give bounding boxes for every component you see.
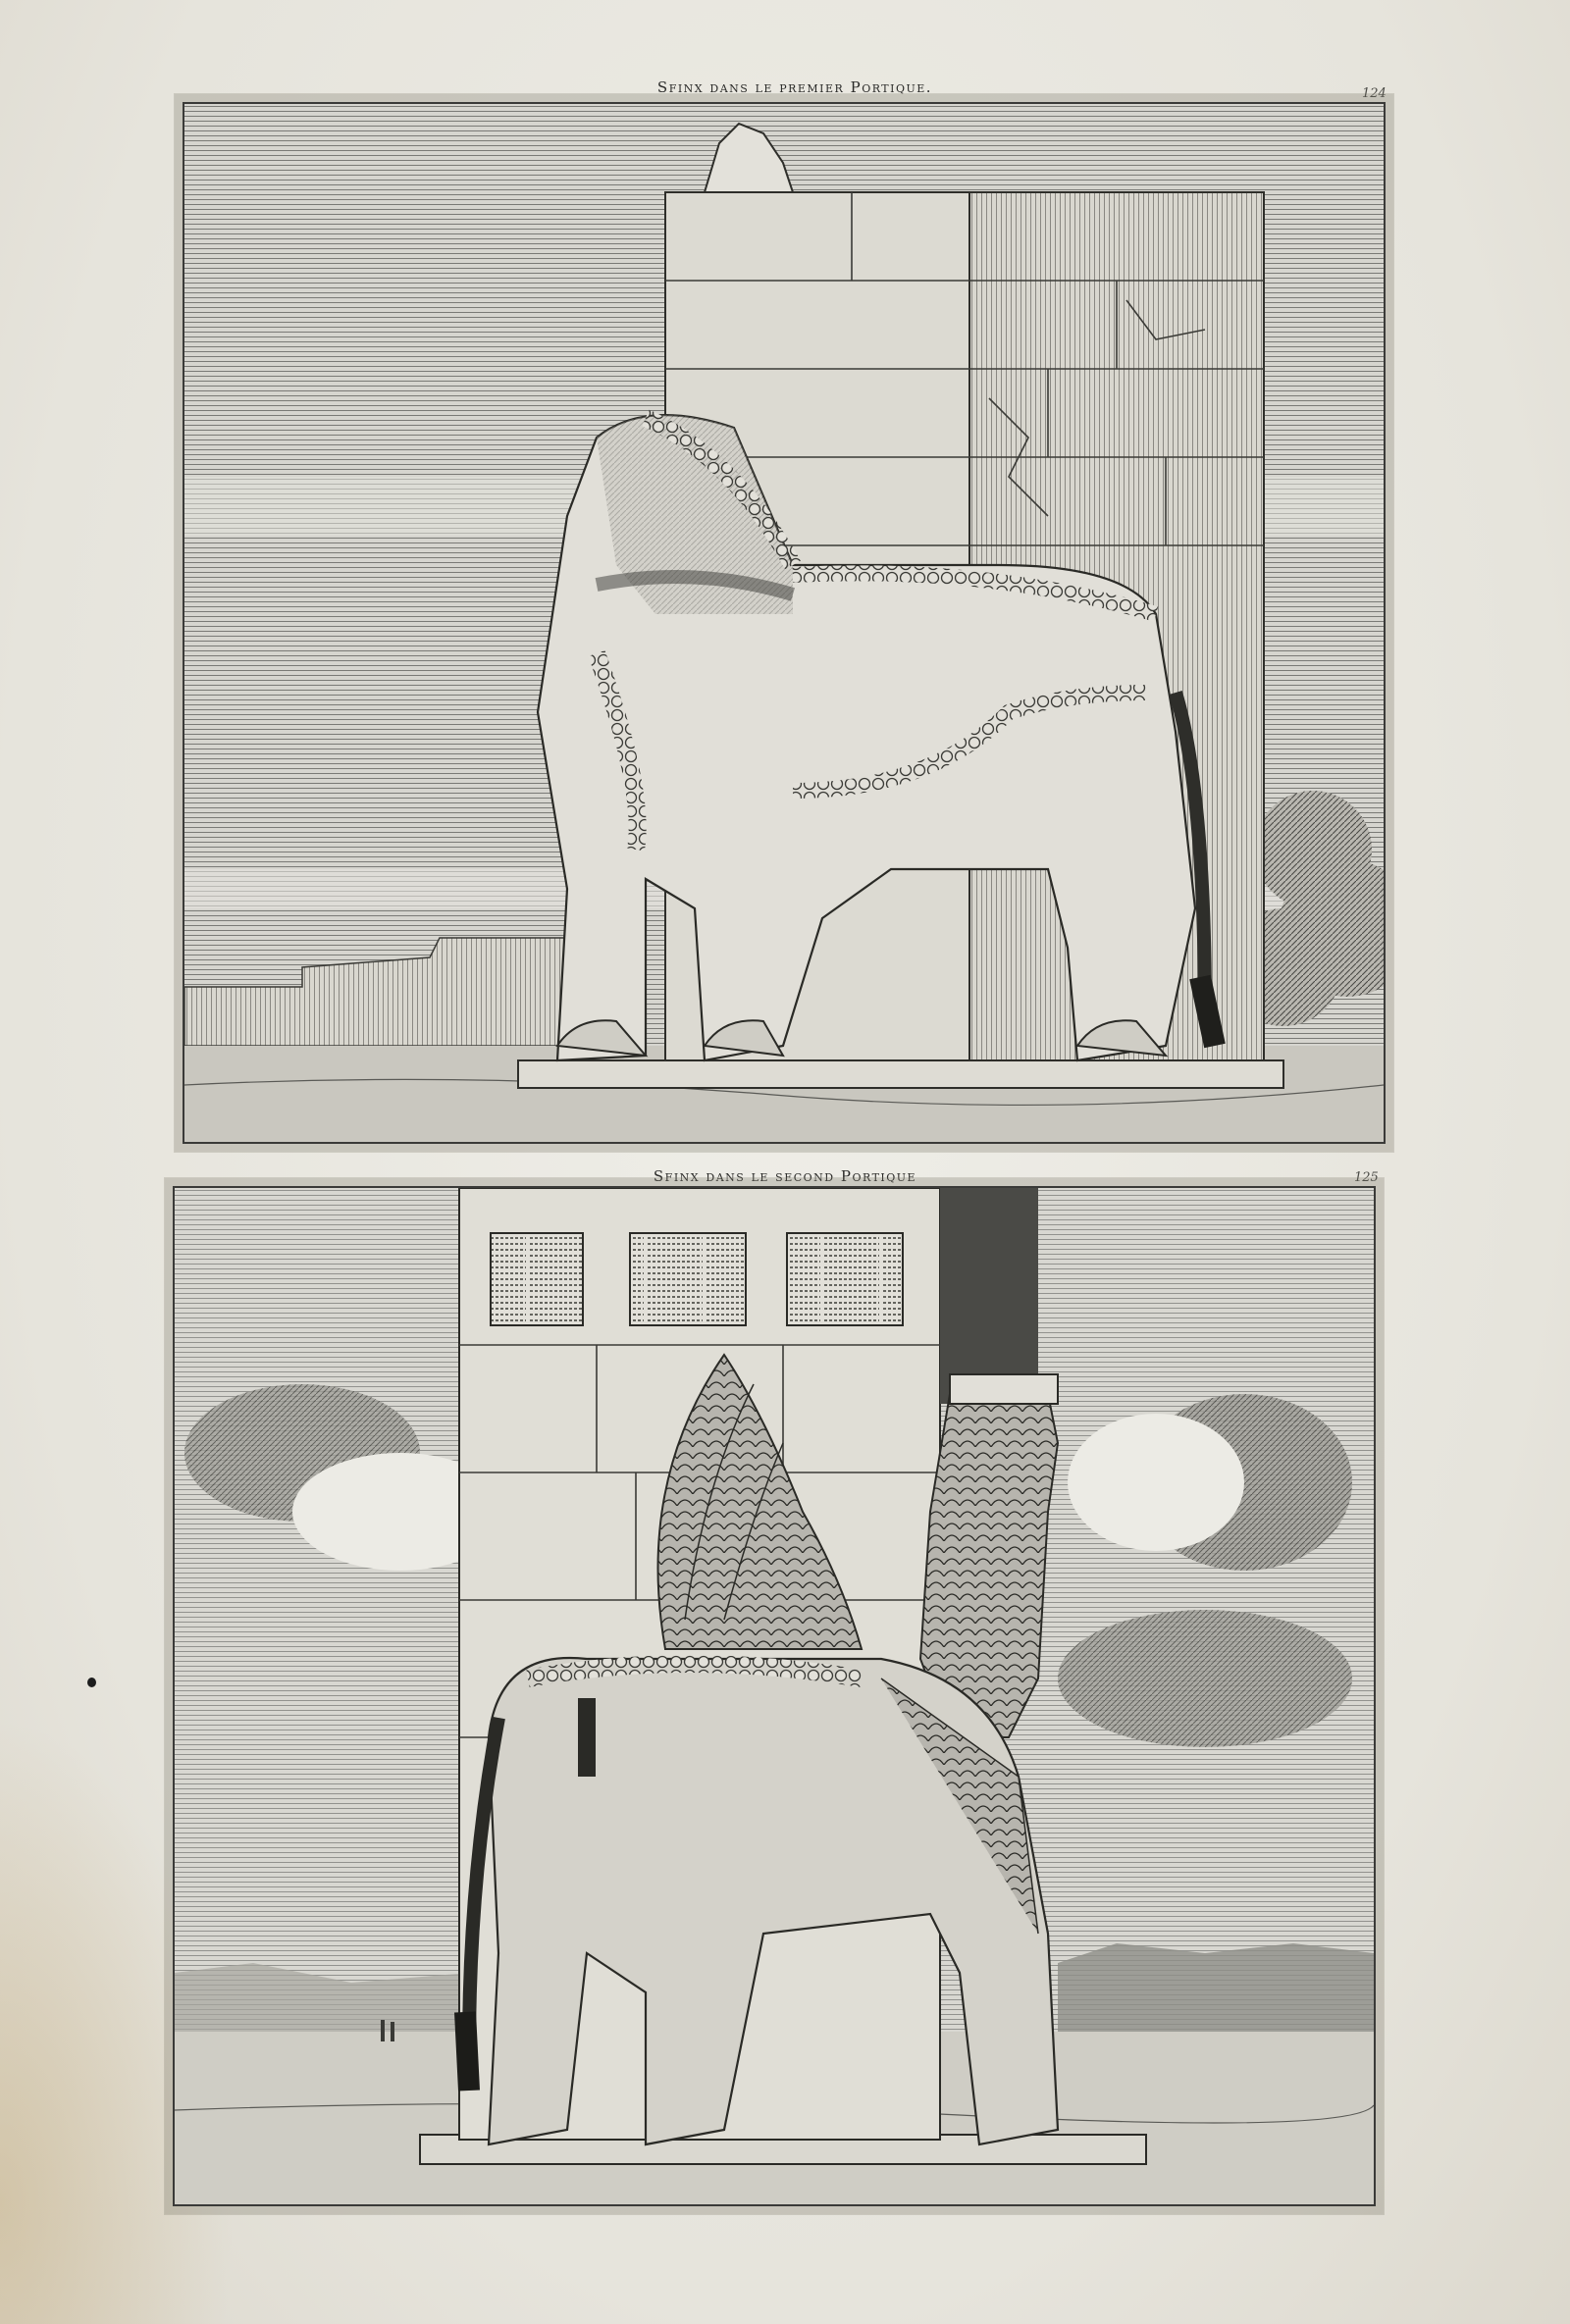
plate-caption-top: Sfinx dans le premier Portique. [656,78,933,96]
engraving-plate-top [183,102,1386,1144]
engraving-bottom-art [175,1188,1374,2204]
plate-number-top: 124 [1362,86,1387,101]
ink-dot [87,1678,96,1687]
plate-number-bottom: 125 [1354,1170,1379,1185]
engraving-top-art [184,104,1384,1142]
plate-caption-bottom: Sfinx dans le second Portique [653,1167,917,1185]
engraving-plate-bottom [173,1186,1376,2206]
